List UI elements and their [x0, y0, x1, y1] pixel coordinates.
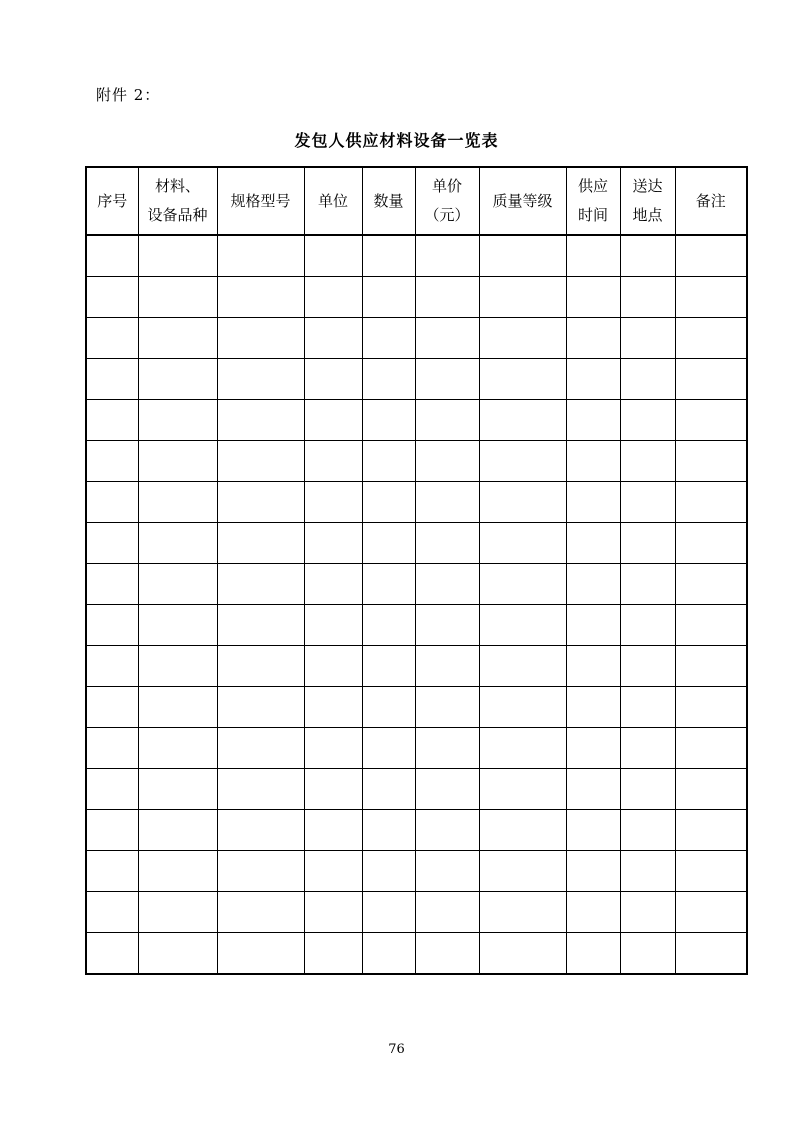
table-cell [675, 318, 747, 359]
table-cell [362, 277, 415, 318]
table-cell [415, 728, 479, 769]
table-row [86, 605, 747, 646]
table-cell [620, 769, 675, 810]
table-cell [304, 687, 362, 728]
table-row [86, 318, 747, 359]
table-cell [479, 810, 566, 851]
table-cell [138, 441, 217, 482]
table-cell [620, 482, 675, 523]
table-cell [566, 482, 620, 523]
table-cell [479, 235, 566, 277]
table-cell [620, 810, 675, 851]
table-cell [138, 564, 217, 605]
table-cell [479, 933, 566, 975]
table-row [86, 400, 747, 441]
table-cell [217, 769, 304, 810]
table-cell [138, 359, 217, 400]
table-cell [304, 277, 362, 318]
table-cell [620, 277, 675, 318]
table-cell [217, 605, 304, 646]
table-cell [479, 441, 566, 482]
header-supply-time: 供应 时间 [566, 167, 620, 235]
table-cell [675, 810, 747, 851]
table-cell [620, 728, 675, 769]
table-cell [620, 687, 675, 728]
table-row [86, 564, 747, 605]
table-cell [138, 523, 217, 564]
table-cell [217, 892, 304, 933]
table-cell [415, 482, 479, 523]
page-number: 76 [388, 1042, 405, 1057]
table-cell [620, 851, 675, 892]
table-cell [620, 523, 675, 564]
table-cell [675, 851, 747, 892]
table-cell [620, 359, 675, 400]
header-serial-number: 序号 [86, 167, 138, 235]
table-cell [86, 933, 138, 975]
table-cell [620, 564, 675, 605]
table-cell [675, 482, 747, 523]
table-cell [217, 277, 304, 318]
table-cell [566, 851, 620, 892]
table-cell [415, 277, 479, 318]
table-cell [217, 851, 304, 892]
table-cell [675, 359, 747, 400]
table-cell [479, 482, 566, 523]
table-cell [362, 318, 415, 359]
table-cell [415, 523, 479, 564]
table-cell [304, 646, 362, 687]
table-cell [415, 687, 479, 728]
table-cell [479, 892, 566, 933]
table-cell [479, 851, 566, 892]
table-cell [217, 318, 304, 359]
table-cell [86, 564, 138, 605]
table-cell [86, 605, 138, 646]
header-quality-grade: 质量等级 [479, 167, 566, 235]
table-row [86, 933, 747, 975]
table-cell [479, 728, 566, 769]
table-cell [138, 482, 217, 523]
table-cell [620, 318, 675, 359]
table-cell [675, 523, 747, 564]
header-specification-model: 规格型号 [217, 167, 304, 235]
table-row [86, 359, 747, 400]
table-cell [362, 359, 415, 400]
table-cell [479, 687, 566, 728]
table-cell [415, 605, 479, 646]
table-row [86, 482, 747, 523]
table-cell [362, 851, 415, 892]
table-cell [217, 728, 304, 769]
table-cell [675, 441, 747, 482]
table-cell [479, 769, 566, 810]
table-cell [620, 235, 675, 277]
table-body [86, 235, 747, 974]
table-cell [362, 810, 415, 851]
table-cell [415, 933, 479, 975]
table-cell [86, 441, 138, 482]
table-cell [479, 359, 566, 400]
attachment-label: 附件 2： [96, 86, 161, 104]
table-cell [620, 441, 675, 482]
table-cell [675, 933, 747, 975]
table-cell [566, 277, 620, 318]
table-cell [362, 687, 415, 728]
table-row [86, 277, 747, 318]
table-cell [362, 235, 415, 277]
table-cell [217, 687, 304, 728]
table-cell [362, 769, 415, 810]
table-cell [304, 523, 362, 564]
table-cell [415, 646, 479, 687]
table-row [86, 769, 747, 810]
table-cell [217, 646, 304, 687]
table-cell [304, 318, 362, 359]
table-cell [304, 482, 362, 523]
table-cell [566, 810, 620, 851]
table-cell [304, 564, 362, 605]
table-cell [566, 646, 620, 687]
table-cell [304, 400, 362, 441]
table-cell [415, 235, 479, 277]
table-cell [304, 769, 362, 810]
table-cell [217, 359, 304, 400]
table-cell [566, 523, 620, 564]
table-cell [304, 933, 362, 975]
table-header-row [86, 167, 747, 235]
table-cell [479, 605, 566, 646]
table-cell [566, 564, 620, 605]
table-cell [217, 441, 304, 482]
table-cell [620, 933, 675, 975]
table-cell [620, 605, 675, 646]
table-cell [362, 482, 415, 523]
table-cell [86, 728, 138, 769]
table-cell [566, 687, 620, 728]
table-cell [138, 810, 217, 851]
table-cell [415, 892, 479, 933]
table-cell [566, 441, 620, 482]
table-cell [415, 810, 479, 851]
table-cell [675, 235, 747, 277]
table-cell [675, 892, 747, 933]
table-cell [217, 482, 304, 523]
table-cell [415, 318, 479, 359]
table-cell [675, 605, 747, 646]
table-cell [138, 605, 217, 646]
table-cell [217, 933, 304, 975]
table-cell [86, 318, 138, 359]
table-cell [304, 892, 362, 933]
table-cell [479, 277, 566, 318]
table-cell [86, 482, 138, 523]
table-cell [138, 892, 217, 933]
table-cell [86, 810, 138, 851]
table-cell [138, 851, 217, 892]
header-remarks: 备注 [675, 167, 747, 235]
table-cell [138, 933, 217, 975]
table-row [86, 235, 747, 277]
table-row [86, 728, 747, 769]
table-cell [415, 359, 479, 400]
table-cell [86, 277, 138, 318]
materials-equipment-table [85, 166, 748, 975]
table-cell [415, 400, 479, 441]
table-cell [86, 769, 138, 810]
table-cell [217, 523, 304, 564]
table-cell [304, 851, 362, 892]
table-cell [362, 441, 415, 482]
header-unit-price: 单价 （元） [415, 167, 479, 235]
table-cell [304, 235, 362, 277]
table-cell [675, 646, 747, 687]
table-cell [566, 933, 620, 975]
table-cell [675, 687, 747, 728]
table-cell [566, 892, 620, 933]
table-cell [675, 277, 747, 318]
table-cell [620, 646, 675, 687]
table-row [86, 523, 747, 564]
header-delivery-location: 送达 地点 [620, 167, 675, 235]
header-material-equipment-type: 材料、 设备品种 [138, 167, 217, 235]
table-cell [138, 687, 217, 728]
table-cell [566, 769, 620, 810]
table-cell [415, 851, 479, 892]
table-cell [479, 564, 566, 605]
table-cell [217, 400, 304, 441]
table-cell [620, 400, 675, 441]
table-cell [86, 235, 138, 277]
table-cell [362, 728, 415, 769]
table-cell [566, 728, 620, 769]
table-cell [304, 728, 362, 769]
table-row [86, 646, 747, 687]
table-row [86, 851, 747, 892]
table-cell [86, 359, 138, 400]
table-cell [362, 605, 415, 646]
table-cell [675, 728, 747, 769]
table-cell [479, 646, 566, 687]
table-cell [479, 318, 566, 359]
table-cell [362, 523, 415, 564]
table-cell [86, 892, 138, 933]
table-cell [138, 235, 217, 277]
table-cell [217, 810, 304, 851]
header-unit: 单位 [304, 167, 362, 235]
table-row [86, 687, 747, 728]
table-cell [304, 605, 362, 646]
table-cell [86, 851, 138, 892]
table-cell [138, 277, 217, 318]
table-cell [362, 400, 415, 441]
table-cell [566, 605, 620, 646]
table-cell [217, 235, 304, 277]
table-cell [566, 400, 620, 441]
table-cell [304, 359, 362, 400]
table-cell [362, 933, 415, 975]
table-cell [566, 318, 620, 359]
table-row [86, 441, 747, 482]
table-cell [86, 523, 138, 564]
table-cell [138, 769, 217, 810]
table-cell [415, 441, 479, 482]
table-cell [362, 646, 415, 687]
table-cell [138, 318, 217, 359]
table-cell [415, 564, 479, 605]
table-cell [362, 892, 415, 933]
table-cell [620, 892, 675, 933]
table-cell [362, 564, 415, 605]
table-cell [86, 687, 138, 728]
table-cell [675, 400, 747, 441]
table-cell [86, 400, 138, 441]
table-cell [138, 646, 217, 687]
table-cell [86, 646, 138, 687]
table-cell [566, 235, 620, 277]
header-quantity: 数量 [362, 167, 415, 235]
table-cell [304, 441, 362, 482]
table-cell [479, 523, 566, 564]
table-cell [138, 728, 217, 769]
table-cell [675, 769, 747, 810]
table-row [86, 892, 747, 933]
table-cell [138, 400, 217, 441]
table-cell [566, 359, 620, 400]
table-cell [675, 564, 747, 605]
table-cell [415, 769, 479, 810]
table-cell [479, 400, 566, 441]
table-cell [304, 810, 362, 851]
document-title: 发包人供应材料设备一览表 [294, 131, 499, 150]
table-row [86, 810, 747, 851]
table-cell [217, 564, 304, 605]
